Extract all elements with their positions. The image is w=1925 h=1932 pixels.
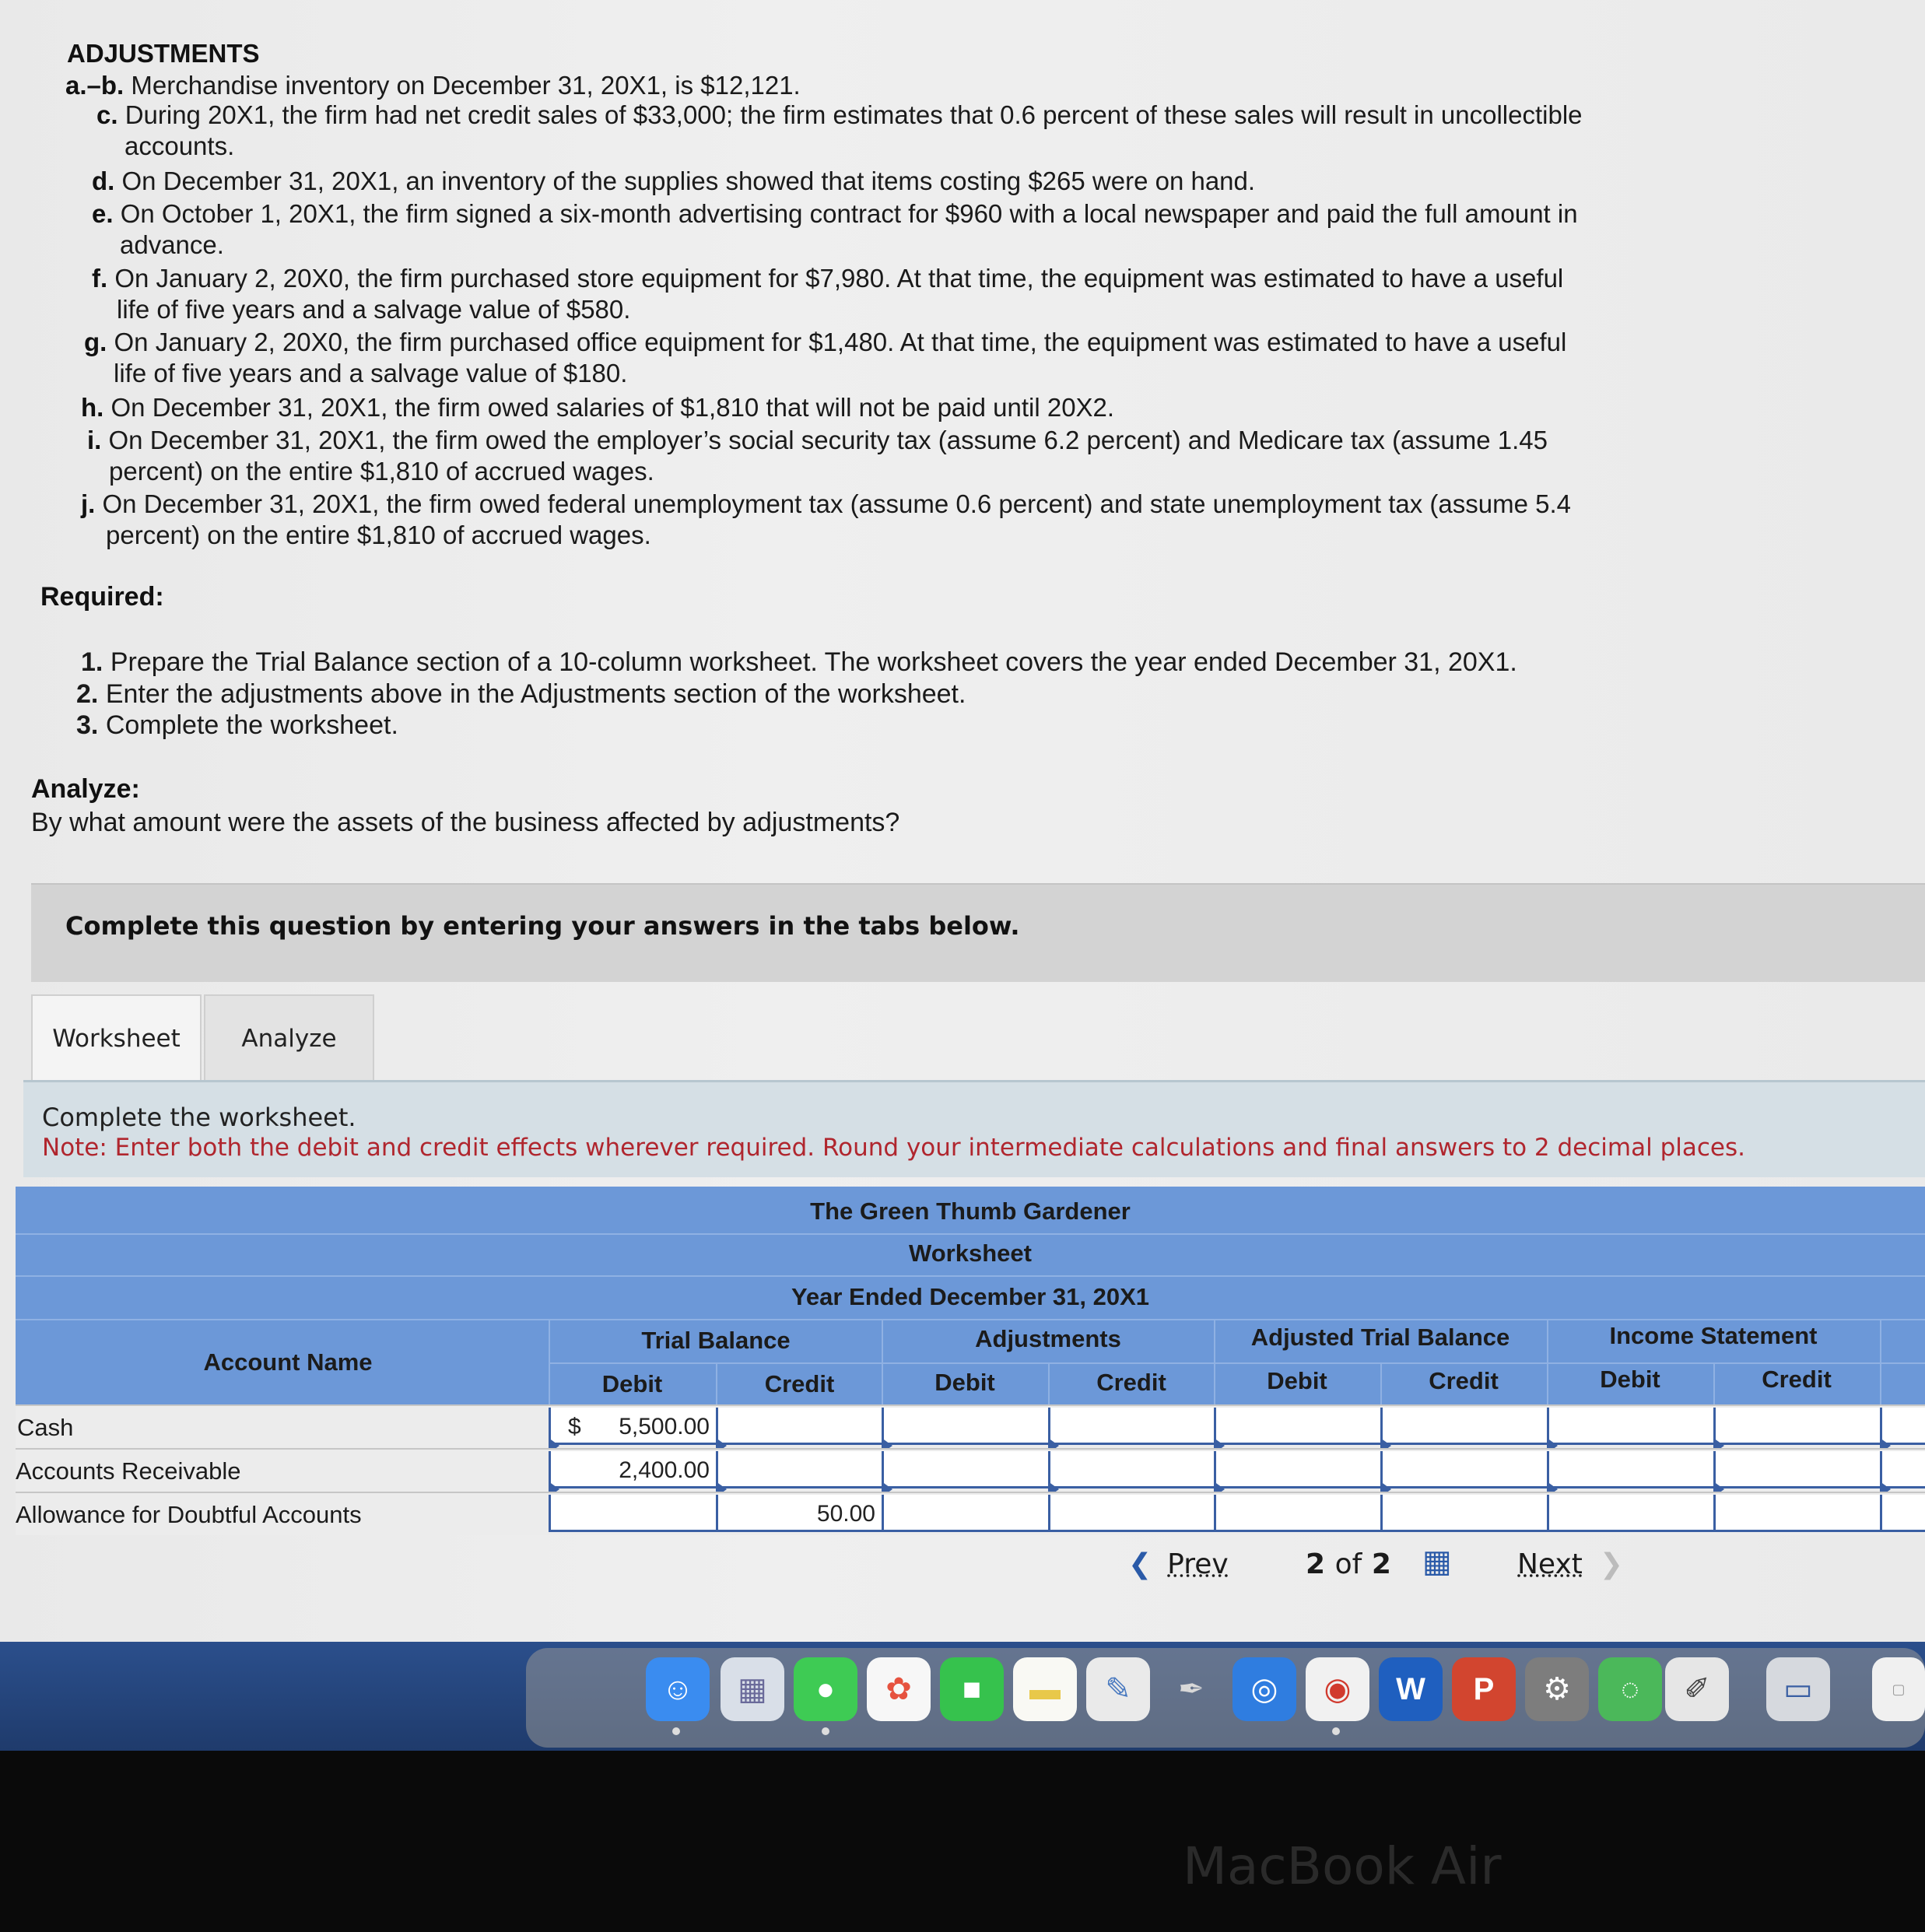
prev-button[interactable]: ❮ Prev xyxy=(1128,1548,1229,1580)
tb-debit-header: Debit xyxy=(601,1370,663,1397)
divider xyxy=(16,1275,1925,1277)
divider xyxy=(549,1362,1925,1364)
required-heading: Required: xyxy=(40,582,164,612)
worksheet-company: The Green Thumb Gardener xyxy=(810,1197,1131,1225)
worksheet-period: Year Ended December 31, 20X1 xyxy=(791,1283,1150,1310)
account-name-header: Account Name xyxy=(203,1348,373,1376)
tb-debit-input[interactable]: $ 5,500.00 xyxy=(549,1408,716,1445)
grid-icon[interactable]: ▦ xyxy=(1422,1544,1452,1580)
tab-worksheet[interactable]: Worksheet xyxy=(31,994,202,1082)
adj-debit-header: Debit xyxy=(934,1369,995,1396)
next-column-input[interactable] xyxy=(1880,1451,1925,1488)
atb-debit-input[interactable] xyxy=(1214,1408,1380,1445)
adjustment-item-f: f. On January 2, 20X0, the firm purchased store equipment for $7,980. At that time, the equipment was estimated to have a useful life of five years and a salvage value of $580. xyxy=(92,264,1564,324)
adj-debit-input[interactable] xyxy=(882,1408,1048,1445)
tb-debit-input[interactable] xyxy=(549,1495,716,1532)
messages-icon[interactable]: ● xyxy=(794,1657,857,1721)
table-row xyxy=(16,1492,1925,1535)
tab-analyze[interactable]: Analyze xyxy=(204,994,374,1083)
adjustment-item-i: i. On December 31, 20X1, the firm owed the employer’s social security tax (assume 6.2 percent) and Medicare tax (assume 1.45 percent) on the entire $1,810 of accrued wages. xyxy=(87,426,1548,486)
system-preferences-icon[interactable]: ⚙ xyxy=(1525,1657,1589,1721)
adj-credit-header: Credit xyxy=(1096,1369,1166,1396)
adjustment-item-h: h. On December 31, 20X1, the firm owed salaries of $1,810 that will not be paid until 20X2. xyxy=(81,393,1115,422)
adjustment-item-e: e. On October 1, 20X1, the firm signed a six-month advertising contract for $960 with a local newspaper and paid the full amount in advance. xyxy=(92,199,1578,259)
facetime-icon[interactable]: ■ xyxy=(940,1657,1004,1721)
tb-debit-input[interactable]: 2,400.00 xyxy=(549,1451,716,1488)
worksheet-table xyxy=(16,1187,1925,1528)
analyze-question: By what amount were the assets of the business affected by adjustments? xyxy=(31,808,900,837)
worksheet-title: Worksheet xyxy=(909,1239,1032,1267)
account-name: Accounts Receivable xyxy=(16,1457,241,1485)
running-indicator xyxy=(1332,1727,1340,1735)
currency-symbol: $ xyxy=(568,1414,581,1439)
account-name: Cash xyxy=(17,1414,74,1441)
running-indicator xyxy=(672,1727,680,1735)
analyze-heading: Analyze: xyxy=(31,774,140,804)
divider xyxy=(716,1362,717,1404)
required-item-1: 1. Prepare the Trial Balance section of a 10-column worksheet. The worksheet covers the year ended December 31, 20X1. xyxy=(81,647,1517,677)
adjustment-item-g: g. On January 2, 20X0, the firm purchased office equipment for $1,480. At that time, the equipment was estimated to have a useful life of five years and a salvage value of $180. xyxy=(84,328,1567,387)
notes-app-icon[interactable]: ✐ xyxy=(1665,1657,1729,1721)
table-row xyxy=(16,1404,1925,1448)
is-debit-header: Debit xyxy=(1600,1366,1660,1393)
word-icon[interactable]: W xyxy=(1379,1657,1443,1721)
divider xyxy=(1713,1362,1715,1404)
macbook-brand-label: MacBook Air xyxy=(1183,1836,1502,1896)
tb-credit-input[interactable] xyxy=(716,1451,882,1488)
required-item-3: 3. Complete the worksheet. xyxy=(76,710,398,740)
chevron-left-icon: ❮ xyxy=(1128,1548,1152,1580)
launchpad-icon[interactable]: ▦ xyxy=(721,1657,784,1721)
downloads-icon[interactable]: ▢ xyxy=(1872,1657,1925,1721)
adjustment-item-d: d. On December 31, 20X1, an inventory of the supplies showed that items costing $265 were on hand. xyxy=(92,167,1256,195)
screenshot-icon[interactable]: ▭ xyxy=(1766,1657,1830,1721)
instruction-bar xyxy=(31,883,1925,982)
divider xyxy=(1380,1362,1382,1404)
is-debit-input[interactable] xyxy=(1547,1451,1713,1488)
is-debit-input[interactable] xyxy=(1547,1408,1713,1445)
safari-icon[interactable]: ◎ xyxy=(1232,1657,1296,1721)
tb-credit-input[interactable] xyxy=(716,1408,882,1445)
section-trial-balance: Trial Balance xyxy=(641,1327,791,1354)
is-credit-input[interactable] xyxy=(1713,1451,1880,1488)
adj-debit-input[interactable] xyxy=(882,1451,1048,1488)
laptop-bezel xyxy=(0,1751,1925,1932)
app-icon[interactable]: ◌ xyxy=(1598,1657,1662,1721)
preview-icon[interactable]: ✎ xyxy=(1086,1657,1150,1721)
account-name: Allowance for Doubtful Accounts xyxy=(16,1501,362,1528)
divider xyxy=(16,1233,1925,1235)
instruction-text: Complete this question by entering your answers in the tabs below. xyxy=(65,911,1020,941)
is-credit-input[interactable] xyxy=(1713,1408,1880,1445)
atb-credit-header: Credit xyxy=(1429,1367,1499,1394)
is-debit-input[interactable] xyxy=(1547,1495,1713,1532)
section-adjusted-trial-balance: Adjusted Trial Balance xyxy=(1250,1324,1510,1351)
table-row xyxy=(16,1448,1925,1492)
powerpoint-icon[interactable]: P xyxy=(1452,1657,1516,1721)
adj-credit-input[interactable] xyxy=(1048,1451,1214,1488)
atb-debit-header: Debit xyxy=(1267,1367,1327,1394)
notes-icon[interactable]: ▬ xyxy=(1013,1657,1077,1721)
adjustment-item-ab: a.–b. Merchandise inventory on December 31, 20X1, is $12,121. xyxy=(65,71,801,100)
photos-icon[interactable]: ✿ xyxy=(867,1657,931,1721)
adj-debit-input[interactable] xyxy=(882,1495,1048,1532)
divider xyxy=(1880,1319,1881,1404)
instructions-panel xyxy=(23,1080,1925,1177)
adjustment-item-c: c. During 20X1, the firm had net credit sales of $33,000; the firm estimates that 0.6 percent of these sales will result in uncollectible accounts. xyxy=(96,100,1583,160)
is-credit-input[interactable] xyxy=(1713,1495,1880,1532)
page-indicator: 2 of 2 xyxy=(1306,1548,1391,1580)
running-indicator xyxy=(822,1727,829,1735)
required-item-2: 2. Enter the adjustments above in the Adjustments section of the worksheet. xyxy=(76,679,966,709)
atb-debit-input[interactable] xyxy=(1214,1451,1380,1488)
adjustment-item-j: j. On December 31, 20X1, the firm owed federal unemployment tax (assume 0.6 percent) and state unemployment tax (assume 5.4 percent) on the entire $1,810 of accrued wages. xyxy=(81,489,1571,549)
panel-instruction: Complete the worksheet. xyxy=(42,1103,356,1132)
atb-credit-input[interactable] xyxy=(1380,1451,1547,1488)
adjustments-title: ADJUSTMENTS xyxy=(67,39,260,68)
section-income-statement: Income Statement xyxy=(1609,1322,1818,1349)
tb-credit-header: Credit xyxy=(764,1370,835,1397)
tb-credit-input[interactable]: 50.00 xyxy=(716,1495,882,1532)
divider xyxy=(1048,1362,1050,1404)
next-column-input[interactable] xyxy=(1880,1408,1925,1445)
divider xyxy=(16,1319,1925,1320)
panel-note: Note: Enter both the debit and credit effects wherever required. Round your intermediate calculations and final answers to 2 decimal places. xyxy=(42,1134,1745,1162)
section-adjustments: Adjustments xyxy=(975,1325,1121,1352)
adj-credit-input[interactable] xyxy=(1048,1495,1214,1532)
chrome-icon[interactable]: ◉ xyxy=(1306,1657,1369,1721)
next-button[interactable]: Next ❯ xyxy=(1517,1548,1624,1580)
finder-icon[interactable]: ☺ xyxy=(646,1657,710,1721)
atb-credit-input[interactable] xyxy=(1380,1408,1547,1445)
chevron-right-icon: ❯ xyxy=(1599,1548,1624,1580)
next-column-input[interactable] xyxy=(1880,1495,1925,1532)
script-editor-icon[interactable]: ✒ xyxy=(1178,1672,1204,1706)
atb-debit-input[interactable] xyxy=(1214,1495,1380,1532)
atb-credit-input[interactable] xyxy=(1380,1495,1547,1532)
adj-credit-input[interactable] xyxy=(1048,1408,1214,1445)
is-credit-header: Credit xyxy=(1762,1366,1832,1393)
